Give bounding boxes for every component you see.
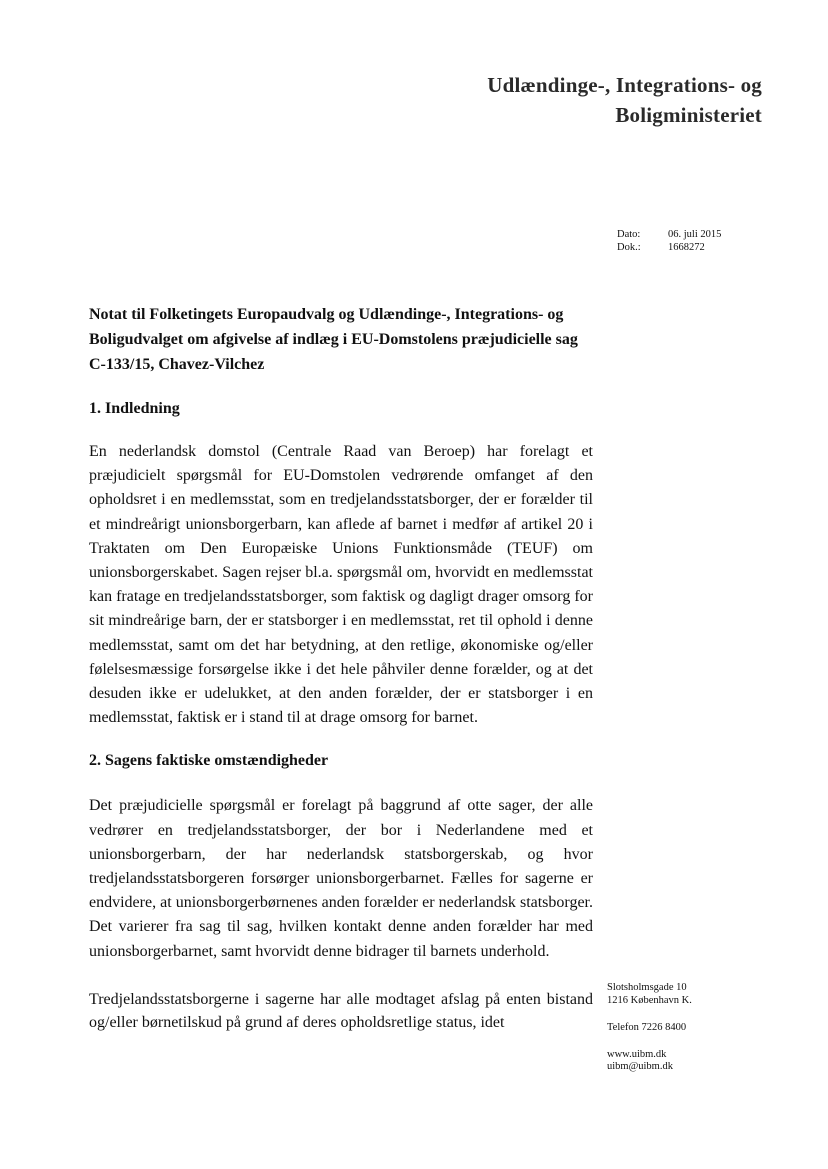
section-paragraph: Tredjelandsstatsborgerne i sagerne har alle modtaget afslag på enten bistand og/eller børnetilskud på grund af deres opholdsretlige status, idet bbox=[89, 990, 593, 1031]
phone-line: Telefon 7226 8400 bbox=[607, 1022, 687, 1033]
doc-label: Dok.: bbox=[617, 242, 641, 253]
ministry-letterhead bbox=[487, 70, 762, 130]
email-link[interactable]: uibm@uibm.dk bbox=[607, 1061, 673, 1072]
date-value: 06. juli 2015 bbox=[668, 229, 722, 240]
date-row bbox=[617, 228, 721, 241]
section-heading-indledning: 1. Indledning bbox=[89, 400, 180, 417]
ministry-name-line2: Boligministeriet bbox=[615, 103, 762, 127]
ministry-name-line1: Udlændinge-, Integrations- og bbox=[487, 73, 762, 97]
document-meta bbox=[617, 228, 721, 254]
section-paragraph: Det præjudicielle spørgsmål er forelagt på baggrund af otte sager, der alle vedrører en tredjelandsstatsborger, der bor i Nederlandene med et unionsborgerbarn, der har nederlandsk statsborgerskab, og hvor tredjelandsstatsborgeren forsørger unionsborgerbarnet. Fælles for sagerne er endvidere, at unionsborgerbørnenes anden forælder er nederlandsk statsborger. Det varierer fra sag til sag, hvilken kontakt denne anden forælder har med unionsborgerbarnet, samt hvorvidt denne bidrager til barnets underhold. bbox=[89, 797, 593, 960]
doc-row bbox=[617, 241, 721, 254]
date-label: Dato: bbox=[617, 229, 641, 240]
section-heading-omstaendigheder: 2. Sagens faktiske omstændigheder bbox=[89, 752, 329, 770]
address-line: Slotsholmsgade 10 bbox=[607, 982, 687, 993]
postal-line: 1216 København K. bbox=[607, 994, 692, 1006]
website-link[interactable]: www.uibm.dk bbox=[607, 1048, 667, 1060]
document-body bbox=[89, 302, 593, 1034]
document-title: Notat til Folketingets Europaudvalg og Udlændinge-, Integrations- og Boligudvalget om afgivelse af indlæg i EU-Domstolens præjudicielle sag C-133/15, Chavez-Vilchez bbox=[89, 306, 578, 373]
contact-block bbox=[607, 982, 692, 1074]
doc-value: 1668272 bbox=[668, 242, 705, 253]
section-paragraph: En nederlandsk domstol (Centrale Raad van Beroep) har forelagt et præjudicielt spørgsmål for EU-Domstolen vedrørende omfanget af den opholdsret i en medlemsstat, som en tredjelandsstatsborger, der er forælder til et mindreårigt unionsborgerbarn, kan aflede af barnet i medfør af artikel 20 i Traktaten om Den Europæiske Unions Funktionsmåde (TEUF) om unionsborgerskabet. Sagen rejser bl.a. spørgsmål om, hvorvidt en medlemsstat kan fratage en tredjelandsstatsborger, som faktisk og dagligt drager omsorg for sit mindreårige barn, der er statsborger i en medlemsstat, ret til ophold i denne medlemsstat, samt om det har betydning, at den retlige, økonomiske og/eller følelsesmæssige forsørgelse ikke i det hele påhviler denne forælder, og at det desuden ikke er udelukket, at den anden forælder, der er statsborger i en medlemsstat, faktisk er i stand til at drage omsorg for barnet. bbox=[89, 443, 593, 727]
